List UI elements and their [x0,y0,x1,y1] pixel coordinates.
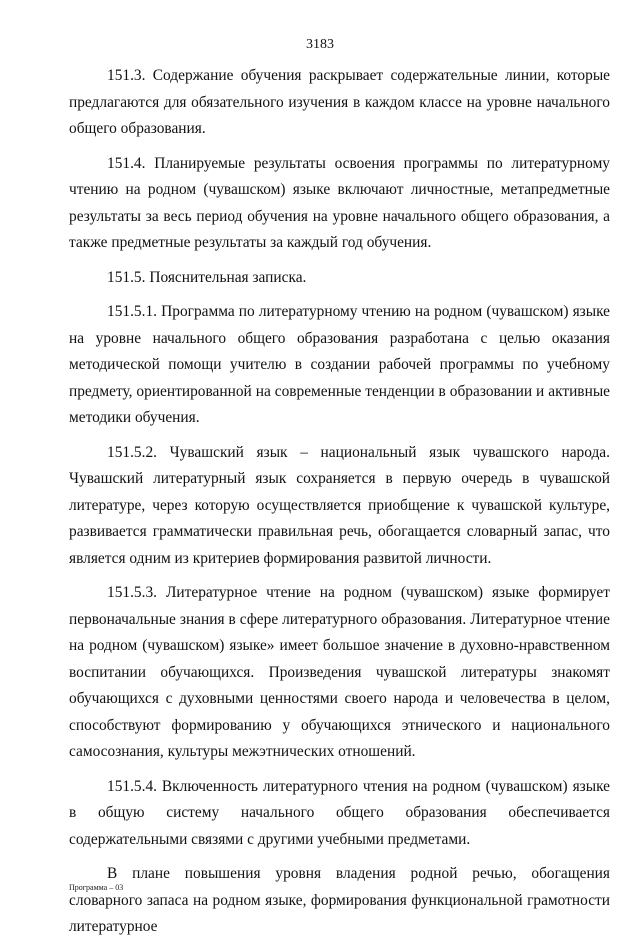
paragraph-continuation: В плане повышения уровня владения родной речью, обогащения словарного запаса на родном языке, формирования функциональной грамотности литературное [69,865,610,935]
paragraph-151-4: 151.4. Планируемые результаты освоения программы по литературному чтению на родном (чувашском) языке включают личностные, метапредметные результаты за весь период обучения на уровне начального общего образования, а также предметные результаты за каждый год обучения. [69,154,610,251]
paragraph-151-5: 151.5. Пояснительная записка. [107,268,307,286]
paragraph-151-5-2: 151.5.2. Чувашский язык – национальный язык чувашского народа. Чувашский литературный язык сохраняется в первую очередь в чувашской литературе, через которую осуществляется приобщение к чувашской культуре, развивается грамматически правильная речь, обогащается словарный запас, что является одним из критериев формирования развитой личности. [69,443,610,567]
paragraph-151-3: 151.3. Содержание обучения раскрывает содержательные линии, которые предлагаются для обязательного изучения в каждом классе на уровне начального общего образования. [69,67,610,137]
paragraph-151-5-3: 151.5.3. Литературное чтение на родном (чувашском) языке формирует первоначальные знания в сфере литературного образования. Литературное чтение на родном (чувашском) языке» имеет большое значение в духовно-нравственном воспитании обучающихся. Произведения чувашской литературы знакомят обучающихся с духовными ценностями своего народа и человечества в целом, способствуют формированию у обучающихся этнического и национального самосознания, культуры межэтнических отношений. [69,584,610,760]
paragraph-151-5-1: 151.5.1. Программа по литературному чтению на родном (чувашском) языке на уровне начального общего образования разработана с целью оказания методической помощи учителю в создании рабочей программы по учебному предмету, ориентированной на современные тенденции в образовании и активные методики обучения. [69,303,610,426]
document-body [69,63,610,949]
page-number: 3183 [306,37,334,52]
paragraph-151-5-4: 151.5.4. Включенность литературного чтения на родном (чувашском) языке в общую систему начального общего образования обеспечивается содержательными связями с другими учебными предметами. [69,777,610,848]
footer-label: Программа – 03 [69,883,124,892]
